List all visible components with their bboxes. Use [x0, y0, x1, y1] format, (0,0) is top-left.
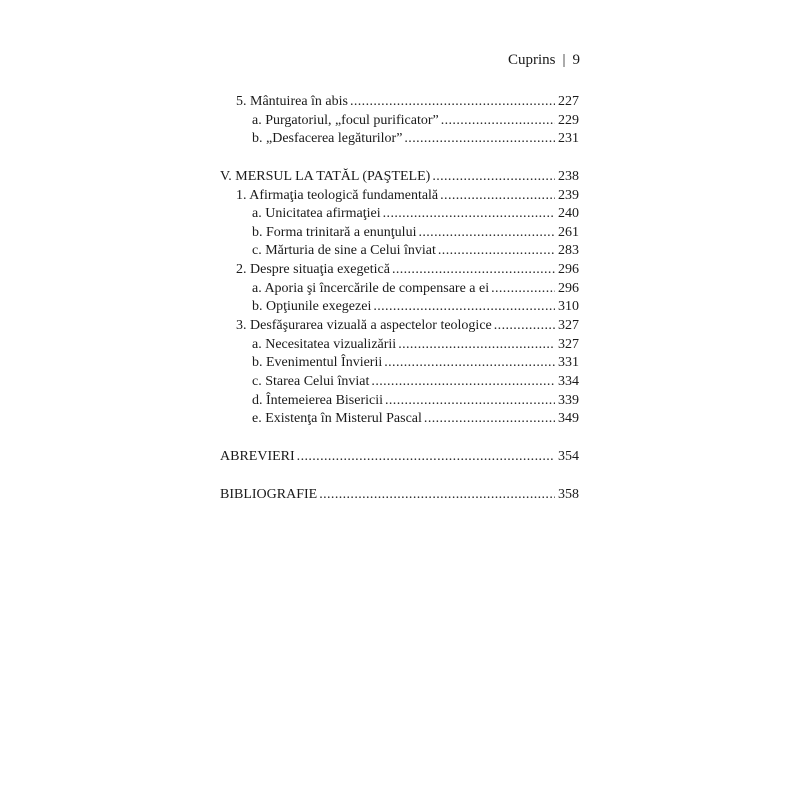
toc-entry-page: 283 — [558, 243, 579, 259]
toc-entry-title: ABREVIERI — [220, 448, 295, 464]
dot-leader — [350, 93, 555, 112]
dot-leader — [384, 354, 555, 373]
toc-entry-title: b. Evenimentul Învierii — [252, 355, 383, 371]
dot-leader — [441, 112, 555, 131]
toc-entry-page: 296 — [558, 262, 579, 278]
toc-entry-title: b. „Desfacerea legăturilor” — [252, 131, 403, 147]
toc-entry-page: 231 — [558, 131, 579, 147]
toc-entry — [220, 224, 579, 243]
toc-entry-title: BIBLIOGRAFIE — [220, 486, 318, 502]
dot-leader — [385, 392, 555, 411]
toc-entry — [220, 373, 579, 392]
table-of-contents — [220, 93, 579, 504]
dot-leader — [424, 410, 555, 429]
toc-entry-page: 339 — [558, 392, 579, 408]
dot-leader — [404, 130, 555, 149]
toc-entry-page: 358 — [558, 486, 579, 502]
toc-entry-title: d. Întemeierea Bisericii — [252, 392, 383, 408]
dot-leader — [373, 298, 555, 317]
dot-leader — [371, 373, 555, 392]
toc-entry — [220, 187, 579, 206]
toc-entry-page: 334 — [558, 373, 579, 389]
toc-entry-page: 240 — [558, 206, 579, 222]
toc-entry — [220, 298, 579, 317]
toc-entry — [220, 317, 579, 336]
toc-entry — [220, 280, 579, 299]
running-head-separator: | — [562, 52, 566, 68]
toc-entry-page: 227 — [558, 94, 579, 109]
toc-entry-page: 229 — [558, 112, 579, 128]
toc-entry-title: c. Mărturia de sine a Celui înviat — [252, 243, 436, 259]
dot-leader — [432, 168, 555, 187]
toc-entry-title: V. MERSUL LA TATĂL (PAŞTELE) — [220, 168, 431, 184]
toc-entry — [220, 410, 579, 429]
toc-entry-page: 239 — [558, 187, 579, 203]
running-head-page-number: 9 — [572, 52, 580, 68]
toc-entry-page: 327 — [558, 318, 579, 334]
toc-chapter-entry — [220, 168, 579, 187]
toc-entry-page: 327 — [558, 336, 579, 352]
toc-entry-title: a. Aporia şi încercările de compensare a ei — [252, 280, 490, 296]
toc-entry — [220, 392, 579, 411]
toc-entry-title: b. Opţiunile exegezei — [252, 299, 372, 315]
toc-entry-page: 238 — [558, 168, 579, 184]
toc-entry — [220, 205, 579, 224]
toc-entry-title: 1. Afirmaţia teologică fundamentală — [236, 187, 439, 203]
dot-leader — [494, 317, 555, 336]
toc-entry-page: 310 — [558, 299, 579, 315]
toc-entry-title: 2. Despre situaţia exegetică — [236, 262, 390, 278]
toc-entry-title: b. Forma trinitară a enunţului — [252, 224, 417, 240]
running-head — [508, 51, 580, 69]
toc-chapter-entry — [220, 448, 579, 467]
dot-leader — [319, 486, 555, 505]
toc-entry-title: e. Existenţa în Misterul Pascal — [252, 411, 422, 427]
dot-leader — [491, 280, 555, 299]
dot-leader — [383, 205, 555, 224]
toc-entry-title: a. Necesitatea vizualizării — [252, 336, 397, 352]
toc-entry — [220, 112, 579, 131]
dot-leader — [297, 448, 555, 467]
toc-chapter-entry — [220, 486, 579, 505]
toc-entry-page: 296 — [558, 280, 579, 296]
toc-entry — [220, 130, 579, 149]
toc-entry-page: 349 — [558, 411, 579, 427]
toc-entry — [220, 261, 579, 280]
toc-entry — [220, 336, 579, 355]
dot-leader — [418, 224, 555, 243]
dot-leader — [440, 187, 555, 206]
dot-leader — [438, 242, 555, 261]
toc-entry-title: 3. Desfăşurarea vizuală a aspectelor teologice — [236, 318, 492, 334]
toc-entry — [220, 354, 579, 373]
toc-entry-title: 5. Mântuirea în abis — [236, 94, 348, 109]
toc-entry — [220, 93, 579, 112]
toc-entry-title: c. Starea Celui înviat — [252, 373, 370, 389]
toc-entry-page: 354 — [558, 448, 579, 464]
running-head-title: Cuprins — [507, 52, 556, 68]
dot-leader — [398, 336, 555, 355]
toc-entry-title: a. Unicitatea afirmaţiei — [252, 206, 381, 222]
toc-entry — [220, 242, 579, 261]
toc-entry-title: a. Purgatoriul, „focul purificator” — [252, 112, 439, 128]
toc-entry-page: 261 — [558, 224, 579, 240]
dot-leader — [392, 261, 555, 280]
toc-entry-page: 331 — [558, 355, 579, 371]
